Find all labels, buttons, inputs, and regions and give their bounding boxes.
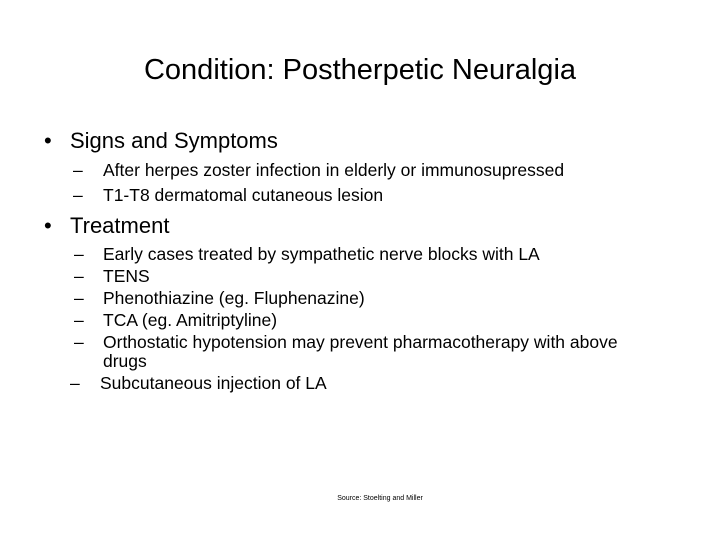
list-item xyxy=(44,267,663,286)
section-heading-text: Signs and Symptoms xyxy=(70,128,278,153)
dash-icon: – xyxy=(74,266,84,286)
dash-icon: – xyxy=(74,244,84,264)
dash-icon: – xyxy=(74,288,84,308)
section-heading xyxy=(44,127,704,155)
list-item xyxy=(44,311,663,330)
source-citation: Source: Stoelting and Miller xyxy=(337,495,423,502)
sub-list xyxy=(44,161,704,205)
list-item-text: Orthostatic hypotension may prevent pharmacotherapy with above drugs xyxy=(103,332,618,371)
slide-title: Condition: Postherpetic Neuralgia xyxy=(143,54,577,86)
list-item xyxy=(44,333,663,371)
bullet-icon: • xyxy=(44,213,52,238)
dash-icon: – xyxy=(73,185,83,205)
list-item xyxy=(44,245,663,264)
section-heading-text: Treatment xyxy=(70,213,170,238)
sub-list xyxy=(44,245,704,393)
list-item xyxy=(44,186,704,205)
bullet-icon: • xyxy=(44,128,52,153)
list-item xyxy=(44,289,663,308)
section-treatment xyxy=(44,212,704,396)
list-item-text: Subcutaneous injection of LA xyxy=(100,373,327,393)
section-signs-and-symptoms xyxy=(44,127,704,211)
list-item-text: Early cases treated by sympathetic nerve blocks with LA xyxy=(103,244,540,264)
dash-icon: – xyxy=(74,310,84,330)
list-item-text: T1-T8 dermatomal cutaneous lesion xyxy=(103,185,384,205)
dash-icon: – xyxy=(70,373,80,393)
dash-icon: – xyxy=(74,332,84,352)
section-heading xyxy=(44,212,704,240)
list-item xyxy=(44,374,660,393)
list-item-text: Phenothiazine (eg. Fluphenazine) xyxy=(103,288,365,308)
list-item-text: TCA (eg. Amitriptyline) xyxy=(103,310,278,330)
list-item-text: TENS xyxy=(103,266,150,286)
list-item xyxy=(44,161,704,180)
dash-icon: – xyxy=(73,160,83,180)
list-item-text: After herpes zoster infection in elderly or immunosupressed xyxy=(103,160,565,180)
